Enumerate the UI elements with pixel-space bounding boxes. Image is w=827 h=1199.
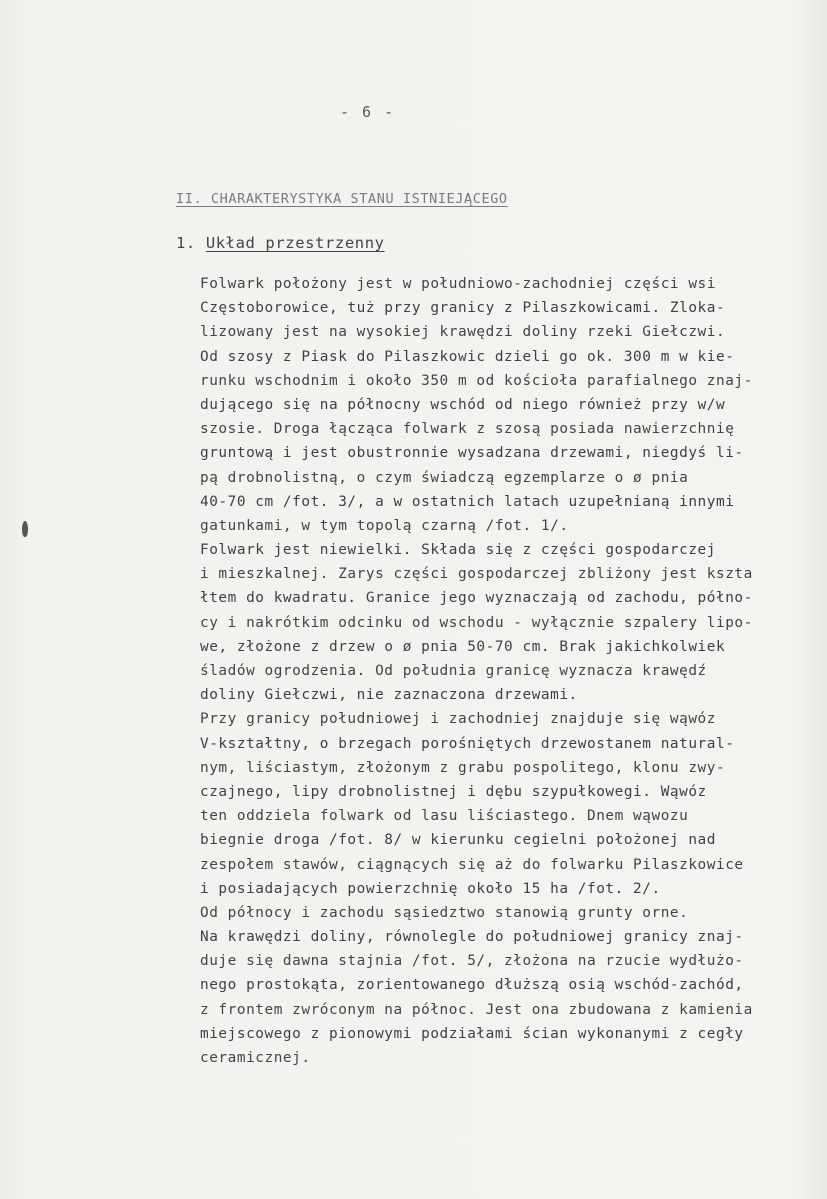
text-line: gatunkami, w tym topolą czarną /fot. 1/.	[200, 517, 569, 534]
text-line: miejscowego z pionowymi podziałami ścian wykonanymi z cegły	[200, 1025, 744, 1042]
text-line: z frontem zwróconym na północ. Jest ona zbudowana z kamienia	[200, 1001, 753, 1018]
text-line: zespołem stawów, ciągnących się aż do folwarku Pilaszkowice	[200, 856, 744, 873]
text-line: Na krawędzi doliny, równolegle do południowej granicy znaj-	[200, 929, 744, 946]
text-line: Przy granicy południowej i zachodniej znajduje się wąwóz	[200, 711, 716, 728]
text-line: doliny Giełczwi, nie zaznaczona drzewami.	[200, 687, 578, 704]
text-line: gruntową i jest obustronnie wysadzana drzewami, niegdyś li-	[200, 445, 744, 462]
body-text	[200, 272, 820, 1070]
text-line: biegnie droga /fot. 8/ w kierunku cegielni położonej nad	[200, 832, 716, 849]
page-number: - 6 -	[340, 103, 396, 121]
text-line: ceramicznej.	[200, 1050, 311, 1066]
text-line: łtem do kwadratu. Granice jego wyznaczają od zachodu, półno-	[200, 590, 753, 607]
text-line: Folwark jest niewielki. Składa się z części gospodarczej	[200, 542, 716, 559]
text-line: dującego się na północny wschód od niego również przy w/w	[200, 396, 726, 413]
subsection-number: 1.	[176, 234, 196, 252]
text-line: Folwark położony jest w południowo-zachodniej części wsi	[200, 276, 716, 292]
text-line: pą drobnolistną, o czym świadczą egzemplarze o ø pnia	[200, 469, 689, 486]
text-line: Od północy i zachodu sąsiedztwo stanowią grunty orne.	[200, 904, 689, 921]
section-heading: II. CHARAKTERYSTYKA STANU ISTNIEJĄCEGO	[176, 191, 508, 207]
text-line: ten oddziela folwark od lasu liściastego. Dnem wąwozu	[200, 808, 689, 825]
subsection-title: Układ przestrzenny	[205, 234, 385, 252]
text-line: duje się dawna stajnia /fot. 5/, złożona na rzucie wydłużo-	[200, 953, 744, 970]
text-line: nego prostokąta, zorientowanego dłuższą osią wschód-zachód,	[200, 977, 744, 994]
text-line: cy i nakrótkim odcinku od wschodu - wyłącznie szpalery lipo-	[200, 614, 753, 631]
text-line: Częstoborowice, tuż przy granicy z Pilaszkowicami. Zloka-	[200, 300, 726, 317]
text-line: runku wschodnim i około 350 m od kościoła parafialnego znaj-	[200, 372, 753, 389]
text-line: szosie. Droga łącząca folwark z szosą posiada nawierzchnię	[200, 421, 735, 438]
text-line: nym, liściastym, złożonym z grabu pospolitego, klonu zwy-	[200, 759, 726, 776]
text-line: V-kształtny, o brzegach porośniętych drzewostanem natural-	[200, 735, 735, 752]
text-line: śladów ogrodzenia. Od południa granicę wyznacza krawędź	[200, 663, 707, 679]
text-line: lizowany jest na wysokiej krawędzi doliny rzeki Giełczwi.	[200, 324, 726, 341]
text-line: i posiadających powierzchnię około 15 ha /fot. 2/.	[200, 880, 661, 897]
text-line: Od szosy z Piask do Pilaszkowic dzieli go ok. 300 m w kie-	[200, 348, 735, 365]
text-line: we, złożone z drzew o ø pnia 50-70 cm. Brak jakichkolwiek	[200, 638, 726, 655]
ink-smudge	[22, 521, 28, 537]
text-line: i mieszkalnej. Zarys części gospodarczej zbliżony jest kszta	[200, 566, 753, 583]
subsection-heading	[176, 234, 385, 252]
text-line: czajnego, lipy drobnolistnej i dębu szypułkowegi. Wąwóz	[200, 783, 707, 800]
text-line: 40-70 cm /fot. 3/, a w ostatnich latach uzupełnianą innymi	[200, 493, 735, 510]
